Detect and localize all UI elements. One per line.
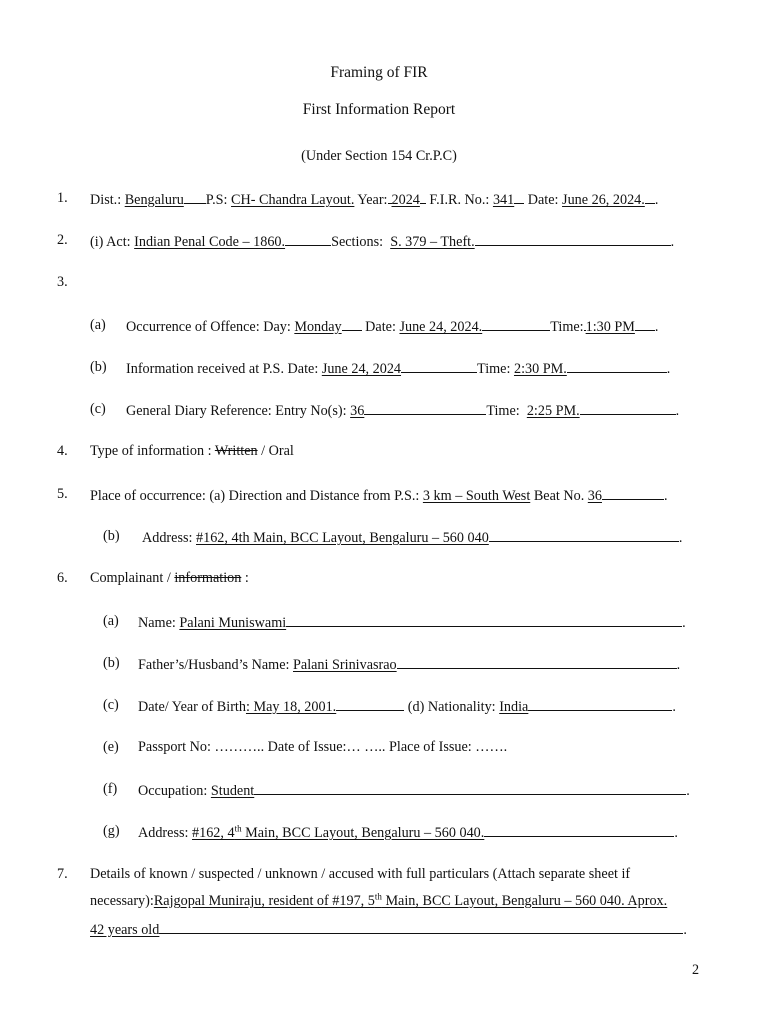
end-dot: . xyxy=(675,403,680,419)
item-1-row xyxy=(90,189,700,209)
beat-label: Beat No. xyxy=(533,488,585,504)
occurrence-day: Monday xyxy=(294,319,342,335)
occupation-value: Student xyxy=(210,783,255,799)
place-direction: 3 km – South West xyxy=(422,488,531,504)
year-value: 2024 xyxy=(391,192,420,208)
nationality-label: (d) Nationality: xyxy=(407,699,496,715)
end-dot: . xyxy=(678,530,683,546)
father-name-row xyxy=(138,654,680,674)
year-label: Year: xyxy=(357,192,388,208)
accused-details-value: Rajgopal Muniraju, resident of #197, 5th Main, BCC Layout, Bengaluru – 560 040. Aprox. xyxy=(153,891,668,909)
document-subtitle: First Information Report xyxy=(302,101,456,118)
end-dot: . xyxy=(683,922,687,938)
item-number: 3. xyxy=(57,274,68,290)
place-row xyxy=(90,485,700,505)
end-dot: . xyxy=(672,699,676,715)
place-address-value: #162, 4th Main, BCC Layout, Bengaluru – 560 040 xyxy=(196,530,489,546)
occurrence-row xyxy=(126,316,658,336)
complainant-address-row xyxy=(138,822,678,842)
name-row xyxy=(138,612,686,632)
end-dot: . xyxy=(666,361,671,377)
occupation-label: Occupation: xyxy=(138,783,208,799)
info-type-row xyxy=(90,442,700,460)
accused-age: 42 years old xyxy=(90,922,160,938)
complainant-heading: Complainant / information : xyxy=(90,570,249,586)
info-type-label: Type of information : xyxy=(90,443,212,459)
sub-letter: (c) xyxy=(90,401,106,417)
page-number: 2 xyxy=(692,962,700,978)
end-dot: . xyxy=(682,615,686,631)
name-label: Name: xyxy=(138,615,176,631)
end-dot: . xyxy=(686,783,690,799)
item-number: 4. xyxy=(57,443,68,459)
info-received-row xyxy=(126,358,670,378)
beat-value: 36 xyxy=(587,488,602,504)
item-number: 5. xyxy=(57,486,68,502)
sub-letter: (b) xyxy=(90,359,107,375)
fir-label: F.I.R. No.: xyxy=(429,192,490,208)
info-received-date: June 24, 2024 xyxy=(321,361,402,377)
sub-letter: (e) xyxy=(103,739,119,755)
sections-label: Sections: xyxy=(331,234,384,250)
occurrence-time: 1:30 PM xyxy=(585,319,635,335)
end-dot: . xyxy=(654,192,659,208)
place-address-label: Address: xyxy=(142,530,193,546)
birth-value: : May 18, 2001. xyxy=(245,699,337,715)
item-number: 7. xyxy=(57,866,68,882)
info-type-struck: Written xyxy=(214,443,258,459)
complainant-label: Complainant / xyxy=(90,570,171,586)
occurrence-time-label: Time: xyxy=(550,319,584,335)
end-dot: . xyxy=(674,825,678,841)
sections-value: S. 379 – Theft. xyxy=(390,234,475,250)
end-dot: . xyxy=(676,657,681,673)
info-type-value: / Oral xyxy=(261,443,294,459)
district-label: Dist.: xyxy=(90,192,122,208)
place-address-row xyxy=(142,527,682,547)
name-value: Palani Muniswami xyxy=(179,615,287,631)
complainant-address-value: #162, 4th Main, BCC Layout, Bengaluru – 560 040. xyxy=(192,823,485,841)
accused-details-line-3 xyxy=(90,919,700,939)
district-value: Bengaluru xyxy=(124,192,184,208)
act-value: Indian Penal Code – 1860. xyxy=(134,234,286,250)
father-name-label: Father’s/Husband’s Name: xyxy=(138,657,290,673)
sub-letter: (c) xyxy=(103,697,119,713)
occurrence-label: Occurrence of Offence: Day: xyxy=(126,319,291,335)
complainant-struck: information xyxy=(174,570,242,586)
sub-letter: (b) xyxy=(103,528,120,544)
birth-label: Date/ Year of Birth xyxy=(138,699,246,715)
item-number: 2. xyxy=(57,232,68,248)
info-received-time-label: Time: xyxy=(477,361,511,377)
sub-letter: (a) xyxy=(90,317,106,333)
diary-reference-row xyxy=(126,400,679,420)
end-dot: . xyxy=(663,488,668,504)
birth-row xyxy=(138,696,676,716)
nationality-value: India xyxy=(499,699,529,715)
complainant-address-label: Address: xyxy=(138,825,189,841)
sub-letter: (a) xyxy=(103,613,119,629)
document-title: Framing of FIR xyxy=(330,64,428,81)
ps-value: CH- Chandra Layout. xyxy=(231,192,355,208)
occupation-row xyxy=(138,780,690,800)
diary-entry-number: 36 xyxy=(350,403,365,419)
diary-time: 2:25 PM. xyxy=(526,403,580,419)
item-number: 1. xyxy=(57,190,68,206)
diary-time-label: Time: xyxy=(486,403,520,419)
info-received-label: Information received at P.S. Date: xyxy=(126,361,319,377)
diary-reference-label: General Diary Reference: Entry No(s): xyxy=(126,403,347,419)
occurrence-date-label: Date: xyxy=(365,319,396,335)
father-name-value: Palani Srinivasrao xyxy=(293,657,397,673)
passport-row: Passport No: ……….. Date of Issue:… ….. Place of Issue: ……. xyxy=(138,739,508,755)
occurrence-date: June 24, 2024. xyxy=(399,319,483,335)
ps-label: P.S: xyxy=(205,192,228,208)
accused-details-line-1: Details of known / suspected / unknown / accused with full particulars (Attach separate sheet if xyxy=(90,866,631,882)
end-dot: . xyxy=(654,319,659,335)
act-label: (i) Act: xyxy=(90,234,131,250)
end-dot: . xyxy=(670,234,675,250)
fir-value: 341 xyxy=(492,192,515,208)
sub-letter: (f) xyxy=(103,781,118,797)
item-2-row xyxy=(90,231,700,251)
info-received-time: 2:30 PM. xyxy=(513,361,567,377)
sub-letter: (b) xyxy=(103,655,120,671)
place-label: Place of occurrence: (a) Direction and Distance from P.S.: xyxy=(90,488,420,504)
date-label: Date: xyxy=(527,192,559,208)
sub-letter: (g) xyxy=(103,823,120,839)
item-number: 6. xyxy=(57,570,68,586)
date-value: June 26, 2024. xyxy=(562,192,645,208)
accused-details-line-2: necessary):Rajgopal Muniraju, resident of #197, 5th Main, BCC Layout, Bengaluru – 560 040. Aprox. xyxy=(90,891,668,909)
section-reference: (Under Section 154 Cr.P.C) xyxy=(301,148,457,164)
